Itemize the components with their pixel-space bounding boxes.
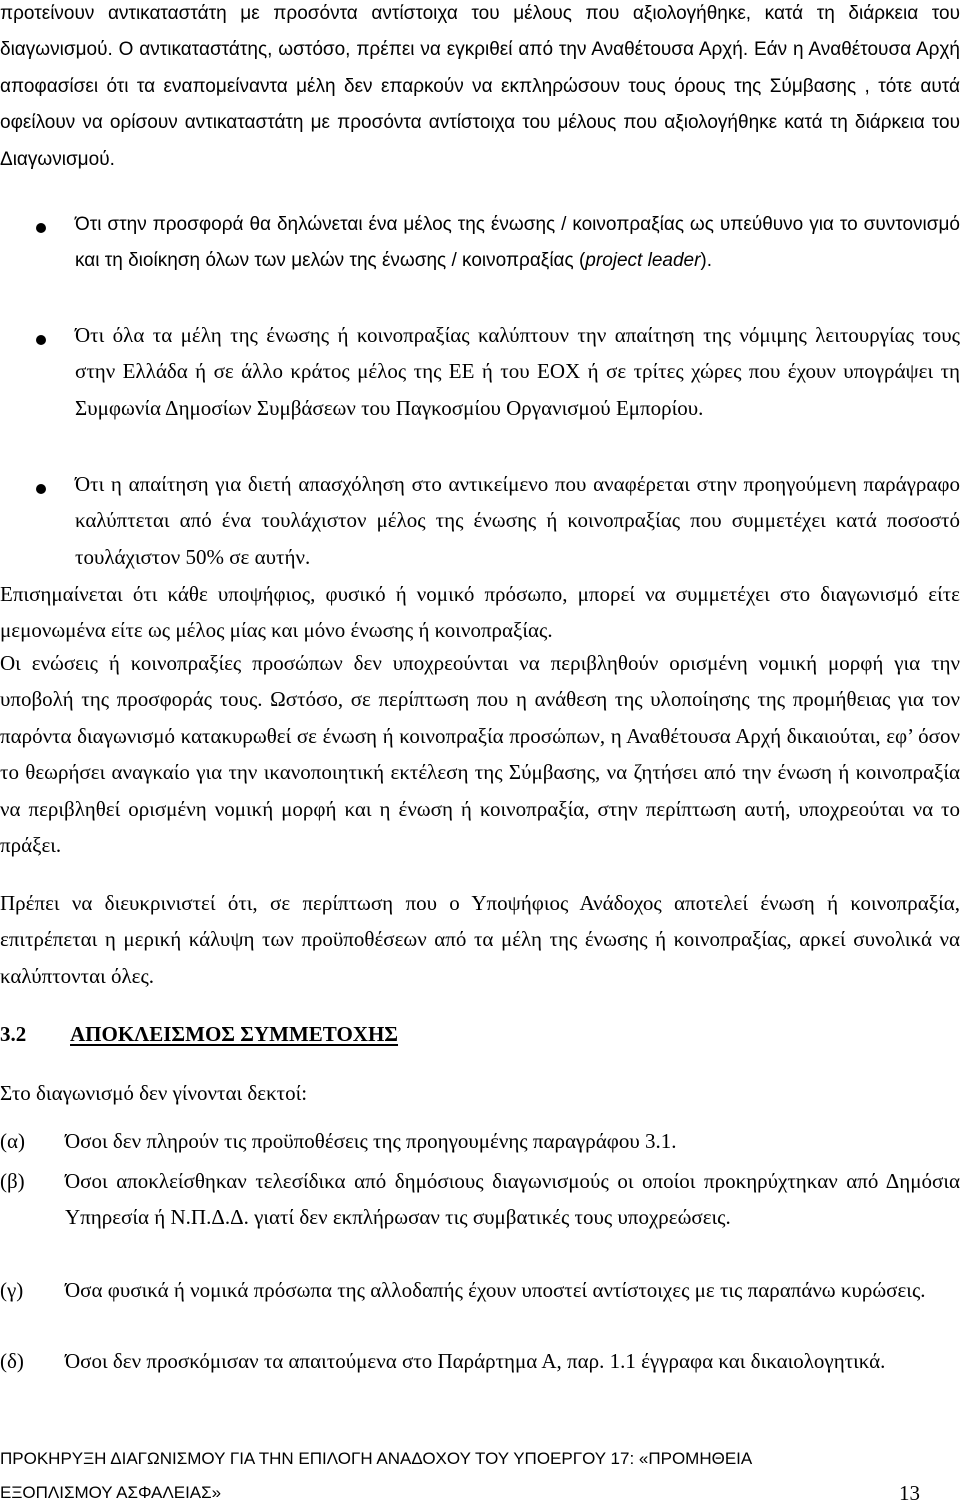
list-text: Όσοι δεν προσκόμισαν τα απαιτούμενα στο Παράρτημα Α, παρ. 1.1 έγγραφα και δικαιολογητικά. [65,1349,886,1373]
paragraph: Πρέπει να διευκρινιστεί ότι, σε περίπτωση που ο Υποψήφιος Ανάδοχος αποτελεί ένωση ή κοινοπραξία, επιτρέπεται η μερική κάλυψη των προϋποθέσεων από τα μέλη της ένωσης ή κοινοπραξίας, αρκεί συνολικά να καλύπτονται όλες. [0,891,960,988]
section-title: ΑΠΟΚΛΕΙΣΜΟΣ ΣΥΜΜΕΤΟΧΗΣ [70,1022,399,1046]
bullet-text: Ότι στην προσφορά θα δηλώνεται ένα μέλος της ένωσης / κοινοπραξίας ως υπεύθυνο για το συντονισμό και τη διοίκηση όλων των μελών της ένωσης / κοινοπραξίας (project leader). [75,214,960,272]
project-leader-term: project leader [585,250,701,272]
list-marker: (γ) [0,1278,24,1302]
list-text: Όσοι αποκλείσθηκαν τελεσίδικα από δημόσιους διαγωνισμούς οι οποίοι προκηρύχτηκαν από Δημόσια Υπηρεσία ή Ν.Π.Δ.Δ. γιατί δεν εκπλήρωσαν τις συμβατικές τους υποχρεώσεις. [65,1169,960,1230]
list-marker: (β) [0,1169,25,1193]
page-footer [0,1442,960,1510]
list-marker: (δ) [0,1349,24,1373]
bullet-text: Ότι όλα τα μέλη της ένωσης ή κοινοπραξίας καλύπτουν την απαίτηση της νόμιμης λειτουργίας τους στην Ελλάδα ή σε άλλο κράτος μέλος της ΕΕ ή του ΕΟΧ ή σε τρίτες χώρες που έχουν υπογράψει τη Συμφωνία Δημοσίων Συμβάσεων του Παγκοσμίου Οργανισμού Εμπορίου. [75,323,960,420]
list-marker: (α) [0,1129,25,1153]
section-heading [0,1019,398,1049]
bullet-icon [36,335,46,345]
list-text: Όσα φυσικά ή νομικά πρόσωπα της αλλοδαπής έχουν υποστεί αντίστοιχες με τις παραπάνω κυρώσεις. [65,1278,926,1302]
paragraph: Επισημαίνεται ότι κάθε υποψήφιος, φυσικό ή νομικό πρόσωπο, μπορεί να συμμετέχει στο διαγωνισμό είτε μεμονωμένα είτε ως μέλος μίας και μόνο ένωσης ή κοινοπραξίας. [0,582,960,643]
bullet-text: Ότι η απαίτηση για διετή απασχόληση στο αντικείμενο που αναφέρεται στην προηγούμενη παράγραφο καλύπτεται από ένα τουλάχιστον μέλος της ένωσης ή κοινοπραξίας που συμμετέχει κατά ποσοστό τουλάχιστον 50% σε αυτήν. [75,472,960,569]
bullet-icon [36,484,46,494]
bullet-icon [36,223,46,233]
footer-line: ΠΡΟΚΗΡΥΞΗ ΔΙΑΓΩΝΙΣΜΟΥ ΓΙΑ ΤΗΝ ΕΠΙΛΟΓΗ ΑΝΑΔΟΧΟΥ ΤΟΥ ΥΠΟΕΡΓΟΥ 17: «ΠΡΟΜΗΘΕΙΑ [0,1449,753,1468]
section-number: 3.2 [0,1022,27,1046]
paragraph: Οι ενώσεις ή κοινοπραξίες προσώπων δεν υποχρεούνται να περιβληθούν ορισμένη νομική μορφή για την υποβολή της προσφοράς τους. Ωστόσο, σε περίπτωση που η ανάθεση της υλοποίησης της προμήθειας για τον παρόντα διαγωνισμό κατακυρωθεί σε ένωση ή κοινοπραξία προσώπων, η Αναθέτουσα Αρχή δικαιούται, εφ’ όσον το θεωρήσει αναγκαίο για την ικανοποιητική εκτέλεση της Σύμβασης, να ζητήσει από την ένωση ή κοινοπραξία να περιβληθεί ορισμένη νομική μορφή και η ένωση ή κοινοπραξία, στην περίπτωση αυτή, υποχρεούται να το πράξει. [0,651,960,858]
footer-line: ΕΞΟΠΛΙΣΜΟΥ ΑΣΦΑΛΕΙΑΣ» [0,1483,222,1502]
section-lead: Στο διαγωνισμό δεν γίνονται δεκτοί: [0,1081,308,1105]
intro-paragraph: προτείνουν αντικαταστάτη με προσόντα αντίστοιχα του μέλους που αξιολογήθηκε, κατά τη διάρκεια του διαγωνισμού. Ο αντικαταστάτης, ωστόσο, πρέπει να εγκριθεί από την Αναθέτουσα Αρχή. Εάν η Αναθέτουσα Αρχή αποφασίσει ότι τα εναπομείναντα μέλη δεν επαρκούν να εκπληρώσουν τους όρους της Σύμβασης , τότε αυτά οφείλουν να ορίσουν αντικαταστάτη με προσόντα αντίστοιχα του μέλους που αξιολογήθηκε κατά τη διάρκεια του Διαγωνισμού. [0,3,960,170]
list-text: Όσοι δεν πληρούν τις προϋποθέσεις της προηγουμένης παραγράφου 3.1. [65,1129,677,1153]
page-number: 13 [899,1481,920,1505]
